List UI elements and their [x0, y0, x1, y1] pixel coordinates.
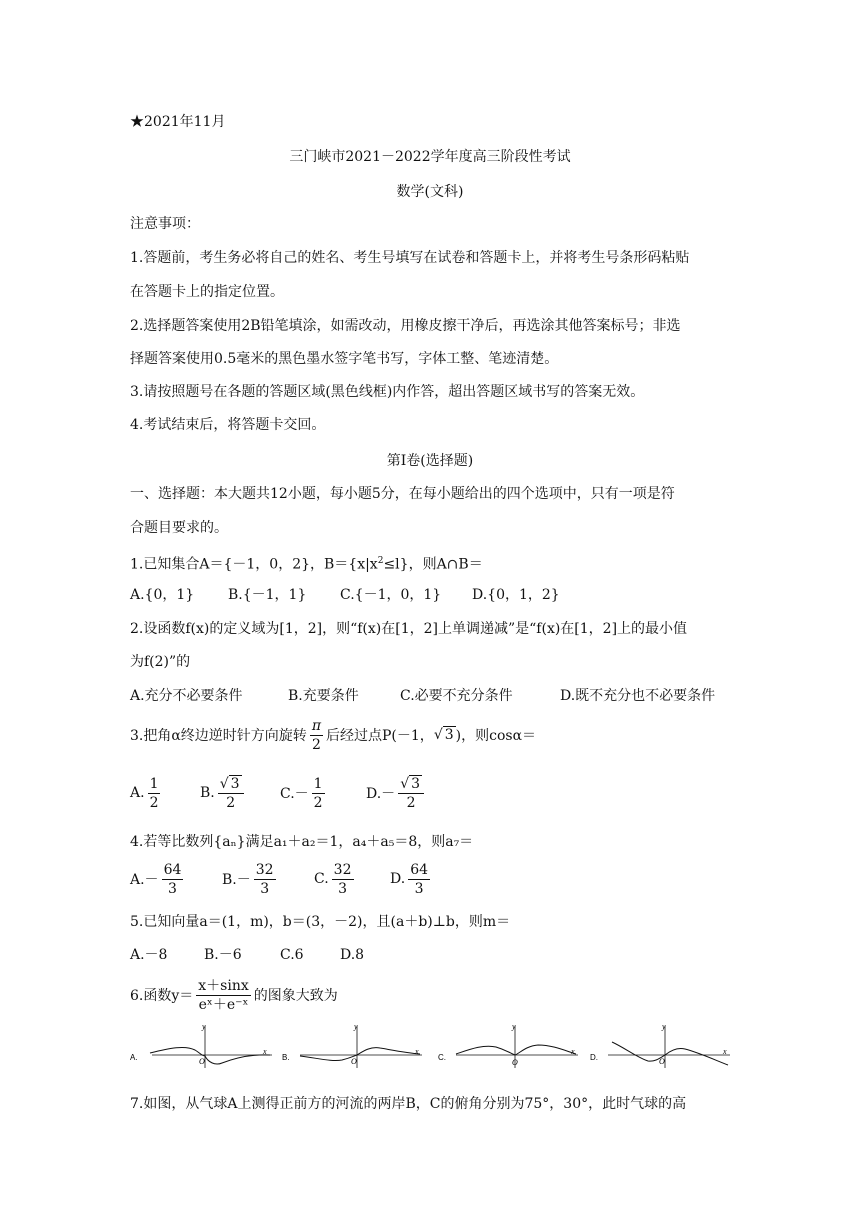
- q4-b-den: 3: [260, 880, 270, 897]
- question-5-stem: 5.已知向量a＝(1，m)，b＝(3，－2)，且(a＋b)⊥b，则m＝: [130, 914, 511, 930]
- note-3: 3.请按照题号在各题的答题区域(黑色线框)内作答，超出答题区域书写的答案无效。: [130, 384, 645, 400]
- q3-stem-post: )，则cosα＝: [455, 728, 537, 744]
- q6-graph-d-curve: [612, 1042, 728, 1065]
- q3-sqrt-value: 3: [444, 727, 454, 743]
- q3-a-fraction: [148, 775, 161, 812]
- question-1-stem: [130, 551, 483, 575]
- q4-option-a[interactable]: [130, 856, 186, 902]
- exam-subject: 数学(文科): [396, 184, 464, 200]
- q5-option-c[interactable]: C.6: [280, 947, 304, 963]
- section-title: 第I卷(选择题): [386, 453, 474, 469]
- q4-c-num: 32: [333, 861, 352, 878]
- q4-option-d[interactable]: [390, 856, 433, 902]
- q3-option-c[interactable]: [280, 770, 328, 816]
- q1-stem-pre: 1.已知集合A＝{－1，0，2}，B＝{x|x: [130, 556, 378, 573]
- q2-option-b[interactable]: B.充要条件: [288, 688, 359, 704]
- q6-stem-pre: 6.函数y＝: [130, 988, 194, 1004]
- q6-graph-b-curve: [300, 1048, 420, 1061]
- q5-option-b[interactable]: B.－6: [204, 947, 242, 963]
- q6-graph-a-x-label: x: [263, 1047, 267, 1056]
- q6-graph-c[interactable]: [438, 1020, 588, 1072]
- q4-option-b[interactable]: [222, 856, 279, 902]
- q6-den: eˣ＋e⁻ˣ: [198, 996, 249, 1013]
- q3-b-label: B.: [200, 785, 215, 801]
- q6-graph-d-origin: O: [659, 1057, 665, 1066]
- question-7-stem: 7.如图，从气球A上测得正前方的河流的两岸B，C的俯角分别为75°，30°，此时气球的高: [130, 1096, 687, 1112]
- q6-graph-b-origin: O: [351, 1057, 357, 1066]
- q3-option-a[interactable]: [130, 770, 163, 816]
- q4-a-label: A.－: [130, 872, 159, 888]
- exam-title: 三门峡市2021－2022学年度高三阶段性考试: [289, 149, 571, 165]
- q1-option-b[interactable]: B.{－1，1}: [228, 587, 307, 603]
- note-2-line-2: 择题答案使用0.5毫米的黑色墨水签字笔书写，字体工整、笔迹清楚。: [130, 351, 559, 367]
- q3-a-label: A.: [130, 785, 145, 801]
- q6-graph-d-label: D.: [590, 1053, 598, 1062]
- q6-graph-c-origin: O: [512, 1058, 518, 1067]
- q3-option-b[interactable]: [200, 770, 247, 816]
- q4-c-den: 3: [338, 880, 348, 897]
- q2-option-a[interactable]: A.充分不必要条件: [130, 688, 243, 704]
- notes-heading: 注意事项：: [130, 216, 200, 232]
- q3-sqrt: √ 3: [433, 727, 454, 743]
- q4-c-fraction: [332, 861, 354, 898]
- q6-graph-a-svg: [130, 1020, 280, 1072]
- q4-d-label: D.: [390, 871, 406, 887]
- q4-b-fraction: [254, 861, 276, 898]
- q6-graph-a[interactable]: [130, 1020, 280, 1072]
- q1-stem-post: ≤l}，则A∩B＝: [383, 556, 483, 573]
- q3-a-den: 2: [149, 794, 159, 811]
- q4-c-label: C.: [314, 871, 329, 887]
- q3-c-label: C.－: [280, 786, 309, 802]
- q6-graph-b-y-label: y: [354, 1022, 358, 1031]
- q6-graph-a-curve: [150, 1047, 270, 1064]
- q6-graph-d-y-label: y: [662, 1022, 666, 1031]
- q6-graph-b-label: B.: [282, 1053, 290, 1062]
- section-intro-line-1: 一、选择题：本大题共12小题，每小题5分，在每小题给出的四个选项中，只有一项是符: [130, 486, 675, 502]
- q3-c-fraction: [312, 775, 325, 812]
- q4-option-c[interactable]: [314, 856, 357, 902]
- q3-b-sqrt: 3: [230, 775, 240, 792]
- note-2-line-1: 2.选择题答案使用2B铅笔填涂，如需改动，用橡皮擦干净后，再选涂其他答案标号；非选: [130, 318, 681, 334]
- question-2-stem-line-2: 为f(2)”的: [130, 654, 191, 670]
- q3-c-den: 2: [313, 794, 323, 811]
- q1-stem-sup: 2: [377, 556, 384, 566]
- q6-graph-a-y-label: y: [202, 1022, 206, 1031]
- q6-graph-a-label: A.: [130, 1053, 138, 1062]
- q3-d-num: √ 3: [398, 775, 424, 794]
- q3-rotation-fraction: [310, 717, 323, 754]
- q6-graph-b-svg: [282, 1020, 432, 1072]
- q6-graph-d-svg: [590, 1020, 740, 1072]
- exam-date: ★2021年11月: [130, 114, 226, 130]
- q2-option-c[interactable]: C.必要不充分条件: [400, 688, 513, 704]
- q2-option-d[interactable]: D.既不充分也不必要条件: [560, 688, 716, 704]
- q3-d-fraction: [398, 775, 424, 812]
- q6-graph-c-y-label: y: [512, 1022, 516, 1031]
- q6-graph-c-curve: [456, 1045, 576, 1055]
- q4-a-num: 64: [163, 861, 182, 878]
- q4-b-num: 32: [255, 861, 274, 878]
- q3-a-num: 1: [149, 775, 159, 792]
- q3-option-d[interactable]: [366, 770, 427, 816]
- note-4: 4.考试结束后，将答题卡交回。: [130, 417, 326, 433]
- q4-b-label: B.－: [222, 872, 251, 888]
- q3-b-num: √ 3: [218, 775, 244, 794]
- q6-graph-c-label: C.: [438, 1053, 446, 1062]
- q4-a-den: 3: [168, 880, 177, 897]
- q6-graph-b[interactable]: [282, 1020, 432, 1072]
- q5-option-a[interactable]: A.－8: [130, 947, 168, 963]
- q6-graph-d-x-label: x: [723, 1047, 727, 1056]
- question-2-stem-line-1: 2.设函数f(x)的定义域为[1，2]，则“f(x)在[1，2]上单调递减”是“f(x)在[1，2]上的最小值: [130, 621, 688, 637]
- q6-stem-post: 的图象大致为: [253, 988, 338, 1004]
- q6-graph-a-origin: O: [199, 1057, 205, 1066]
- q6-function-fraction: [196, 977, 250, 1014]
- q3-c-num: 1: [313, 775, 323, 792]
- q3-d-label: D.－: [366, 786, 396, 802]
- note-1-line-1: 1.答题前，考生务必将自己的姓名、考生号填写在试卷和答题卡上，并将考生号条形码粘贴: [130, 250, 690, 266]
- q6-graph-c-svg: [438, 1020, 588, 1072]
- q1-option-a[interactable]: A.{0，1}: [130, 587, 195, 603]
- q3-rot-num: π: [311, 717, 322, 734]
- note-1-line-2: 在答题卡上的指定位置。: [130, 284, 284, 300]
- q1-option-c[interactable]: C.{－1，0，1}: [340, 587, 442, 603]
- q3-stem-pre: 3.把角α终边逆时针方向旋转: [130, 728, 307, 744]
- q6-graph-b-x-label: x: [415, 1047, 419, 1056]
- q3-d-sqrt: 3: [411, 775, 421, 792]
- q4-d-num: 64: [410, 861, 429, 878]
- q5-option-d[interactable]: D.8: [340, 947, 365, 963]
- q4-a-fraction: [162, 861, 184, 898]
- q4-d-den: 3: [414, 880, 424, 897]
- q4-d-fraction: [408, 861, 430, 898]
- q1-option-d[interactable]: D.{0，1，2}: [472, 587, 560, 603]
- question-4-stem: 4.若等比数列{aₙ}满足a₁＋a₂＝1，a₄＋a₅＝8，则a₇＝: [130, 834, 474, 850]
- q3-b-den: 2: [226, 794, 236, 811]
- q6-num: x＋sinx: [198, 977, 249, 994]
- q6-graph-d[interactable]: [590, 1020, 740, 1072]
- q3-b-fraction: [218, 775, 244, 812]
- q3-stem-mid: 后经过点P(－1，: [326, 728, 434, 744]
- section-intro-line-2: 合题目要求的。: [130, 520, 228, 536]
- q3-rot-den: 2: [311, 736, 321, 753]
- q6-graph-c-x-label: x: [571, 1047, 575, 1056]
- q3-d-den: 2: [406, 794, 416, 811]
